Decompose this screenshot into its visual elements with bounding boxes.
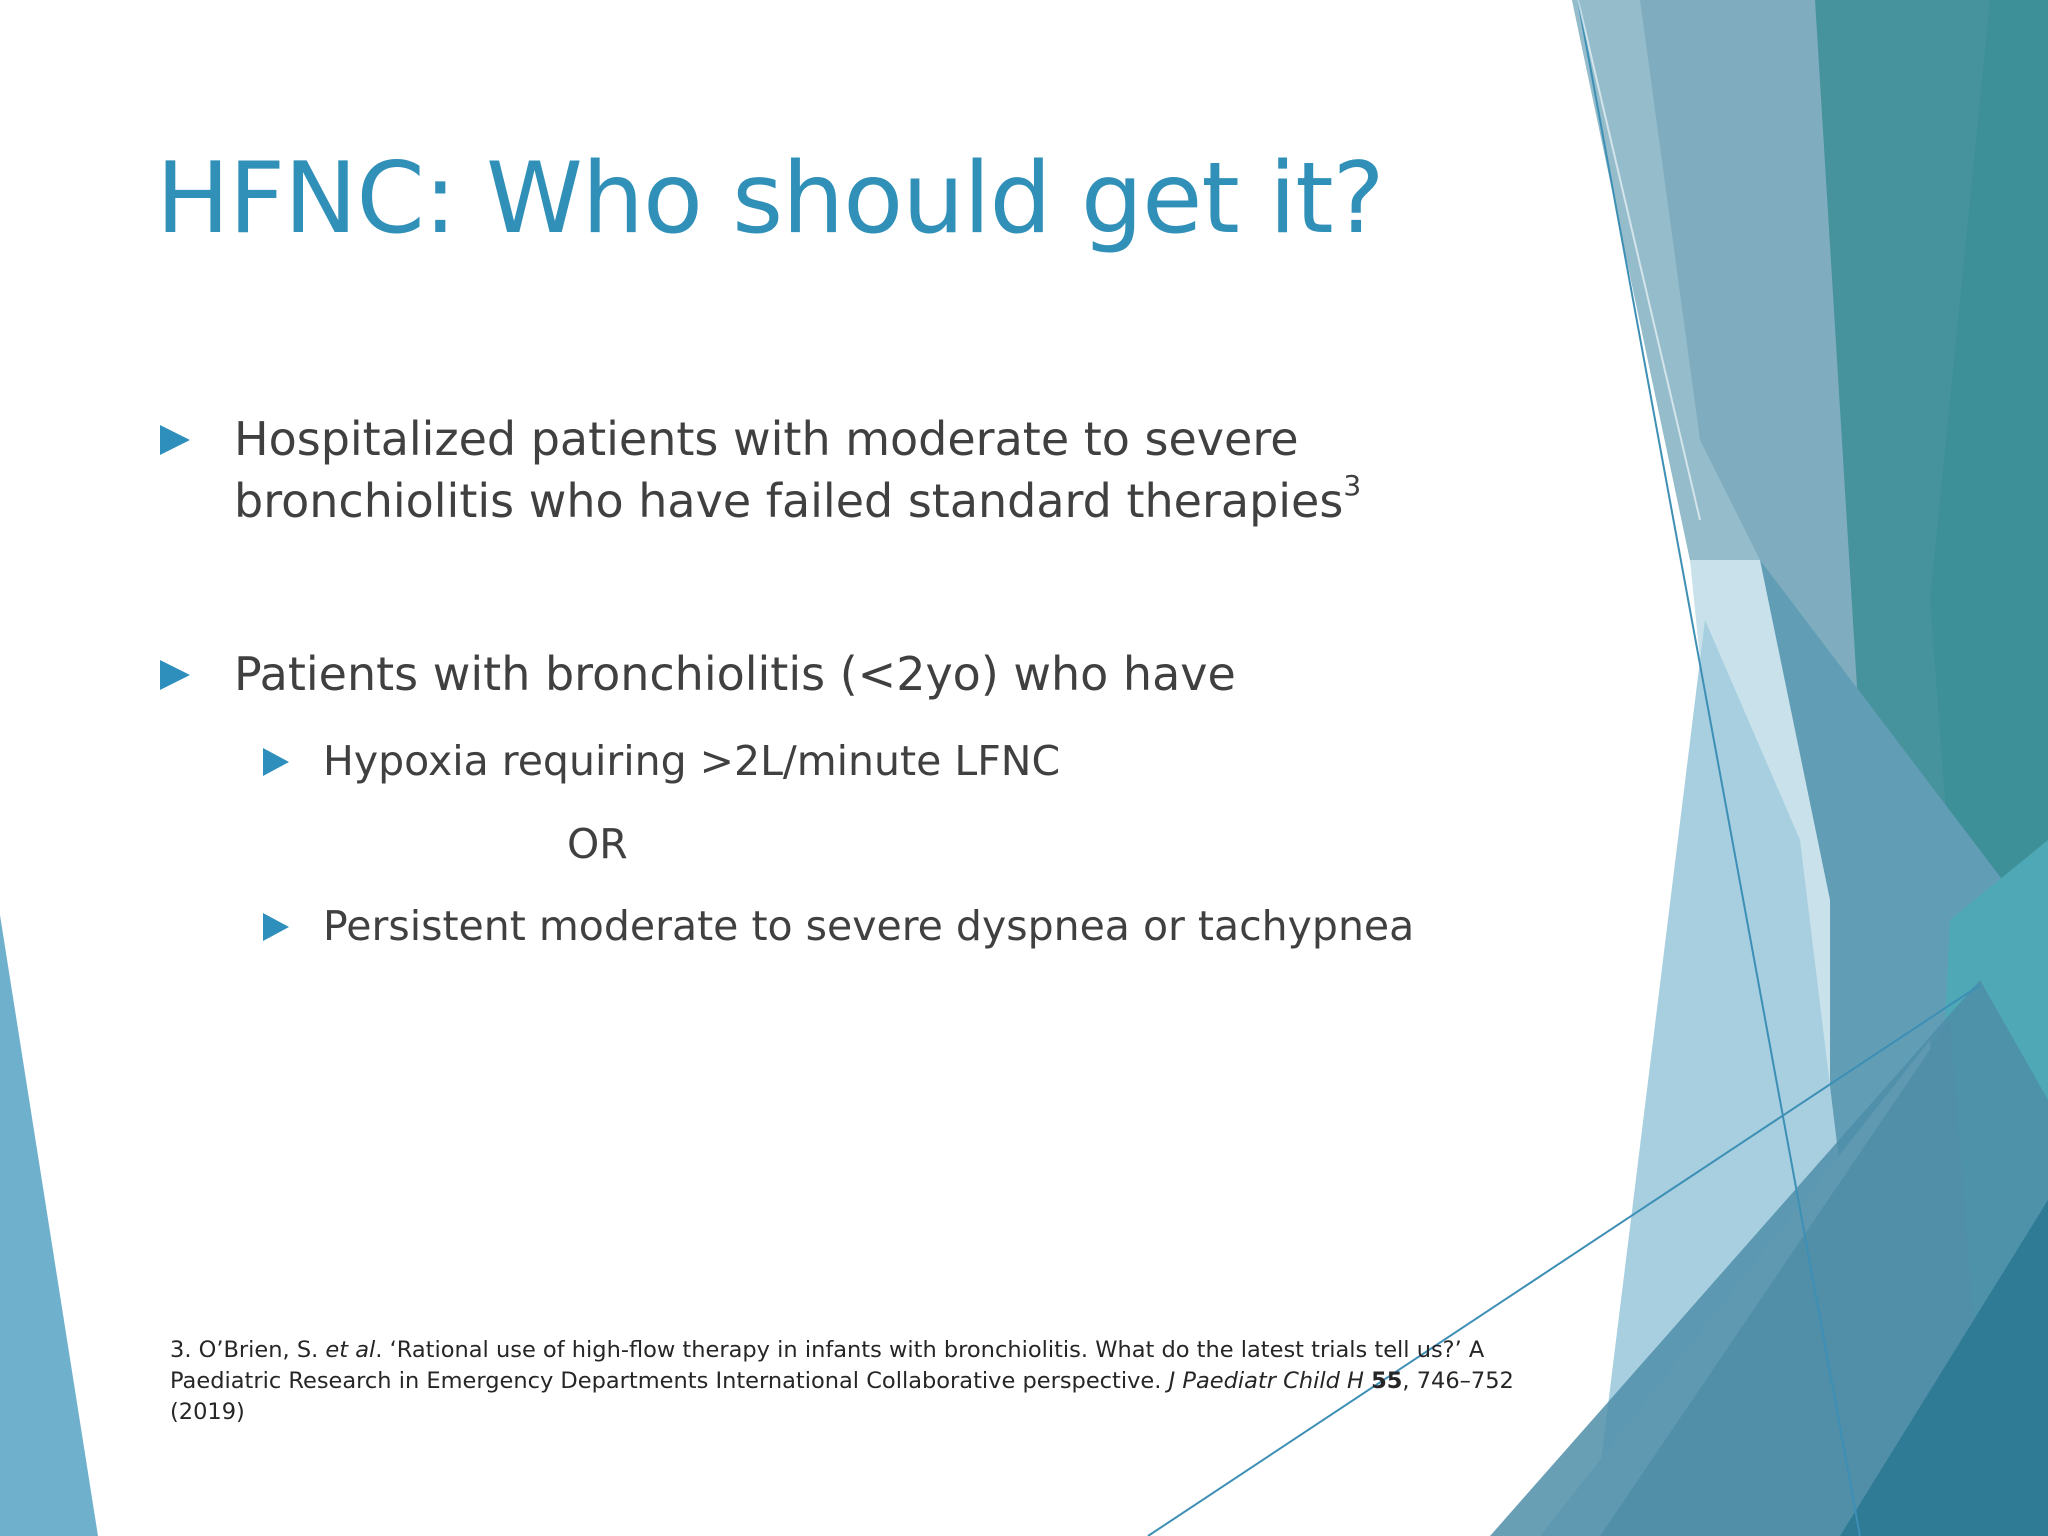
bullet-arrow-icon — [160, 425, 190, 455]
reference-title: . ‘Rational use of high-flow therapy in infants with bronchiolitis. What do the latest trials tell us?’ A Paediatric Research in Emergency Departments International Collaborative perspective. — [170, 1337, 1485, 1394]
sub-bullet-arrow-icon — [263, 913, 289, 941]
bullet-arrow-icon — [160, 660, 190, 690]
or-separator: OR — [567, 820, 628, 868]
decor-left-sliver — [0, 915, 98, 1536]
reference-pages: , 746–752 (2019) — [170, 1368, 1514, 1425]
sub-bullet-arrow-icon — [263, 748, 289, 776]
slide-title: HFNC: Who should get it? — [156, 142, 1384, 256]
reference-et-al: et al — [325, 1337, 376, 1363]
reference-citation — [170, 1335, 1570, 1428]
sub-bullet-text: Hypoxia requiring >2L/minute LFNC — [323, 737, 1061, 785]
sub-bullet-dyspnea — [323, 898, 1414, 954]
citation-superscript: 3 — [1343, 469, 1362, 502]
reference-volume: 55 — [1371, 1368, 1403, 1394]
bullet-hospitalized-patients — [234, 408, 1394, 532]
sub-bullet-text: Persistent moderate to severe dyspnea or tachypnea — [323, 902, 1415, 950]
sub-bullet-hypoxia — [323, 733, 1060, 789]
reference-journal: J Paediatr Child H — [1168, 1368, 1364, 1394]
bullet-bronchiolitis-patients — [234, 643, 1394, 705]
bullet-text: Hospitalized patients with moderate to severe bronchiolitis who have failed standard therapies — [234, 412, 1344, 528]
bullet-text: Patients with bronchiolitis (<2yo) who have — [234, 647, 1236, 701]
reference-prefix: 3. O’Brien, S. — [170, 1337, 326, 1363]
